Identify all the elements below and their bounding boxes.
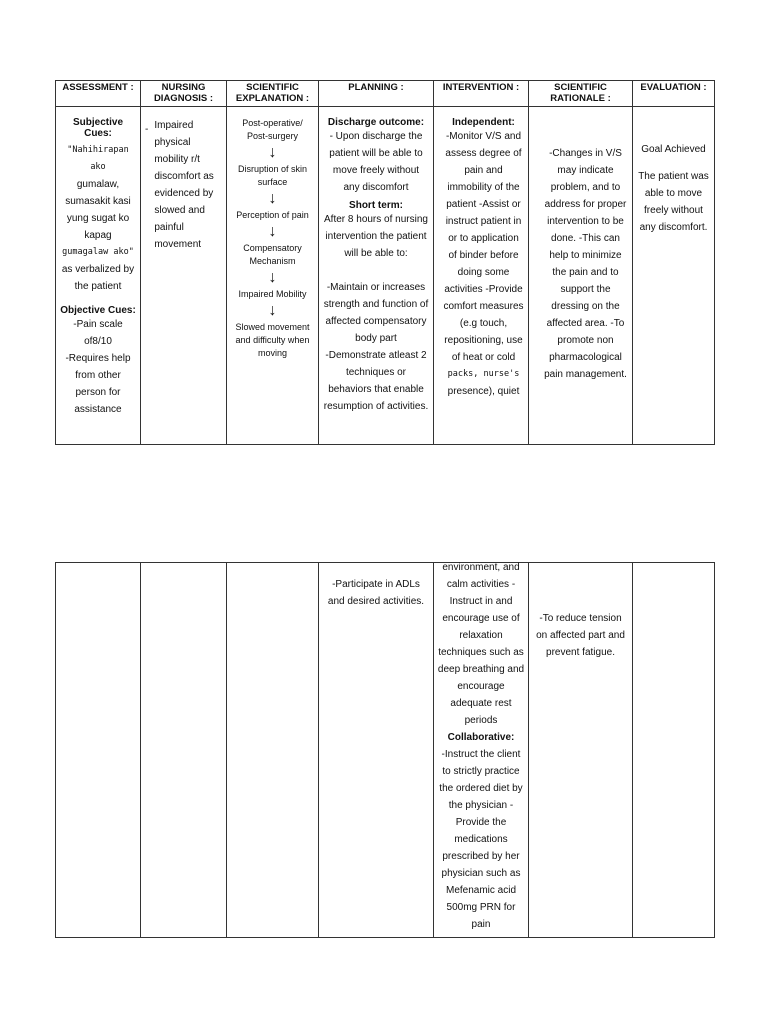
rationale-text-2: -To reduce tension on affected part and prevent fatigue. xyxy=(536,613,625,658)
header-nursing-diagnosis: NURSING DIAGNOSIS : xyxy=(141,81,227,107)
explanation-step-5: Impaired Mobility xyxy=(238,289,307,299)
rationale-text: -Changes in V/S may indicate problem, and to address for proper intervention to be done. -This can help to minimize the pain and to support the dressing on the affected area. -To promote non pharmacological pain management. xyxy=(544,148,627,380)
assessment-cell-cont xyxy=(56,563,141,938)
explanation-cell-cont xyxy=(227,563,319,938)
header-evaluation: EVALUATION : xyxy=(633,81,715,107)
rationale-cell-cont xyxy=(529,563,633,938)
header-row xyxy=(56,81,715,107)
intervention-cell-cont xyxy=(434,563,529,938)
explanation-step-1: Post-operative/ Post-surgery xyxy=(242,118,303,141)
explanation-cell xyxy=(227,107,319,445)
down-arrow-icon: ↓ xyxy=(268,223,277,240)
objective-cues-label: Objective Cues: xyxy=(60,305,136,316)
short-term-text: After 8 hours of nursing intervention the patient will be able to: xyxy=(324,214,428,259)
short-term-goal-1: -Maintain or increases strength and function of affected compensatory body part xyxy=(323,282,429,344)
header-scientific-explanation: SCIENTIFIC EXPLANATION : xyxy=(227,81,319,107)
evaluation-status: Goal Achieved xyxy=(641,144,706,155)
objective-cue-pain: -Pain scale of8/10 xyxy=(73,319,123,347)
subjective-quote-middle: gumalaw, sumasakit kasi yung sugat ko kapag xyxy=(65,179,131,241)
intervention-cell xyxy=(434,107,529,445)
subjective-quote-start: "Nahihirapan ako xyxy=(67,145,129,172)
content-row xyxy=(56,107,715,445)
independent-interventions: -Monitor V/S and assess degree of pain and immobility of the patient -Assist or instruct patient in or to application of binder before doing some activities -Provide comfort measures (e.g touch, repositioning, use of heat or cold xyxy=(443,131,524,363)
header-planning: PLANNING : xyxy=(319,81,434,107)
discharge-outcome-text: - Upon discharge the patient will be able to move freely without any discomfort xyxy=(329,131,423,193)
evaluation-text: The patient was able to move freely without any discomfort. xyxy=(638,171,709,233)
down-arrow-icon: ↓ xyxy=(268,302,277,319)
rationale-cell xyxy=(529,107,633,445)
explanation-step-6: Slowed movement and difficulty when moving xyxy=(235,322,310,358)
diagnosis-cell-cont xyxy=(141,563,227,938)
care-plan-table-page-1 xyxy=(55,80,715,445)
care-plan-table-page-2 xyxy=(55,562,715,938)
independent-interventions-cont-2: environment, and calm activities -Instruct in and encourage use of relaxation techniques such as deep breathing and encourage adequate rest periods xyxy=(437,562,525,726)
diagnosis-bullet: - xyxy=(145,124,149,135)
down-arrow-icon: ↓ xyxy=(268,269,277,286)
independent-interventions-end: presence), quiet xyxy=(447,386,520,397)
evaluation-cell xyxy=(633,107,715,445)
continuation-row xyxy=(56,563,715,938)
diagnosis-cell xyxy=(141,107,227,445)
down-arrow-icon: ↓ xyxy=(268,190,277,207)
independent-interventions-cont: packs, nurse's xyxy=(447,369,520,379)
collaborative-interventions: -Instruct the client to strictly practice the ordered diet by the physician -Provide the medications prescribed by her physician such as Mefenamic acid 500mg PRN for pain xyxy=(439,749,523,930)
subjective-source: as verbalized by the patient xyxy=(61,264,135,292)
assessment-cell xyxy=(56,107,141,445)
explanation-step-4: Compensatory Mechanism xyxy=(243,243,302,266)
collaborative-label: Collaborative: xyxy=(447,732,515,743)
objective-cue-help: -Requires help from other person for assistance xyxy=(65,353,131,415)
evaluation-cell-cont xyxy=(633,563,715,938)
header-assessment: ASSESSMENT : xyxy=(56,81,141,107)
diagnosis-text: Impaired physical mobility r/t discomfort as evidenced by slowed and painful movement xyxy=(154,120,214,250)
subjective-quote-end: gumagalaw ako" xyxy=(62,247,134,257)
planning-cell xyxy=(319,107,434,445)
header-scientific-rationale: SCIENTIFIC RATIONALE : xyxy=(529,81,633,107)
subjective-cues-label: Subjective Cues: xyxy=(72,117,124,139)
planning-cell-cont xyxy=(319,563,434,938)
short-term-goal-3: -Participate in ADLs and desired activities. xyxy=(327,579,425,607)
explanation-step-2: Disruption of skin surface xyxy=(237,164,308,187)
discharge-outcome-label: Discharge outcome: xyxy=(327,117,425,128)
down-arrow-icon: ↓ xyxy=(268,144,277,161)
explanation-step-3: Perception of pain xyxy=(236,210,309,220)
short-term-goal-2: -Demonstrate atleast 2 techniques or behaviors that enable resumption of activities. xyxy=(323,350,429,412)
short-term-label: Short term: xyxy=(349,200,403,211)
header-intervention: INTERVENTION : xyxy=(434,81,529,107)
independent-label: Independent: xyxy=(452,117,515,128)
